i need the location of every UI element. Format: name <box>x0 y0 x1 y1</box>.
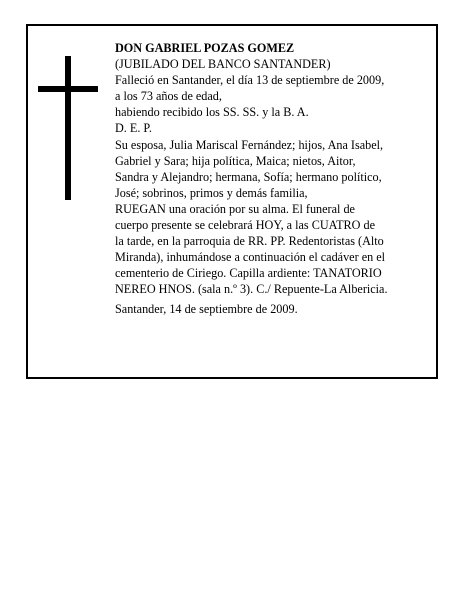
family-line: Sandra y Alejandro; hermana, Sofía; hermano político, <box>115 169 382 184</box>
obituary-notice <box>26 24 438 379</box>
funeral-line: la tarde, en la parroquia de RR. PP. Redentoristas (Alto <box>115 234 384 249</box>
deceased-name: DON GABRIEL POZAS GOMEZ <box>115 41 295 55</box>
family-line: Gabriel y Sara; hija política, Maica; nietos, Aitor, <box>115 153 356 168</box>
cross-horizontal-bar <box>38 86 98 92</box>
funeral-line: cementerio de Ciriego. Capilla ardiente: TANATORIO <box>115 266 382 281</box>
deceased-occupation: (JUBILADO DEL BANCO SANTANDER) <box>115 57 331 72</box>
cross-icon <box>38 56 98 200</box>
notice-line: Falleció en Santander, el día 13 de septiembre de 2009, <box>115 73 385 88</box>
cross-vertical-bar <box>65 56 71 200</box>
notice-text <box>115 40 433 317</box>
rip-line: D. E. P. <box>115 121 152 136</box>
family-line: Su esposa, Julia Mariscal Fernández; hijos, Ana Isabel, <box>115 137 384 152</box>
family-line: José; sobrinos, primos y demás familia, <box>115 185 308 200</box>
notice-line: a los 73 años de edad, <box>115 89 222 104</box>
funeral-line: NEREO HNOS. (sala n.º 3). C./ Repuente-La Albericia. <box>115 282 388 297</box>
closing-date-line: Santander, 14 de septiembre de 2009. <box>115 301 298 316</box>
funeral-line: cuerpo presente se celebrará HOY, a las CUATRO de <box>115 218 376 233</box>
funeral-line: Miranda), inhumándose a continuación el cadáver en el <box>115 250 386 265</box>
funeral-line: RUEGAN una oración por su alma. El funeral de <box>115 201 355 216</box>
notice-line: habiendo recibido los SS. SS. y la B. A. <box>115 105 309 120</box>
